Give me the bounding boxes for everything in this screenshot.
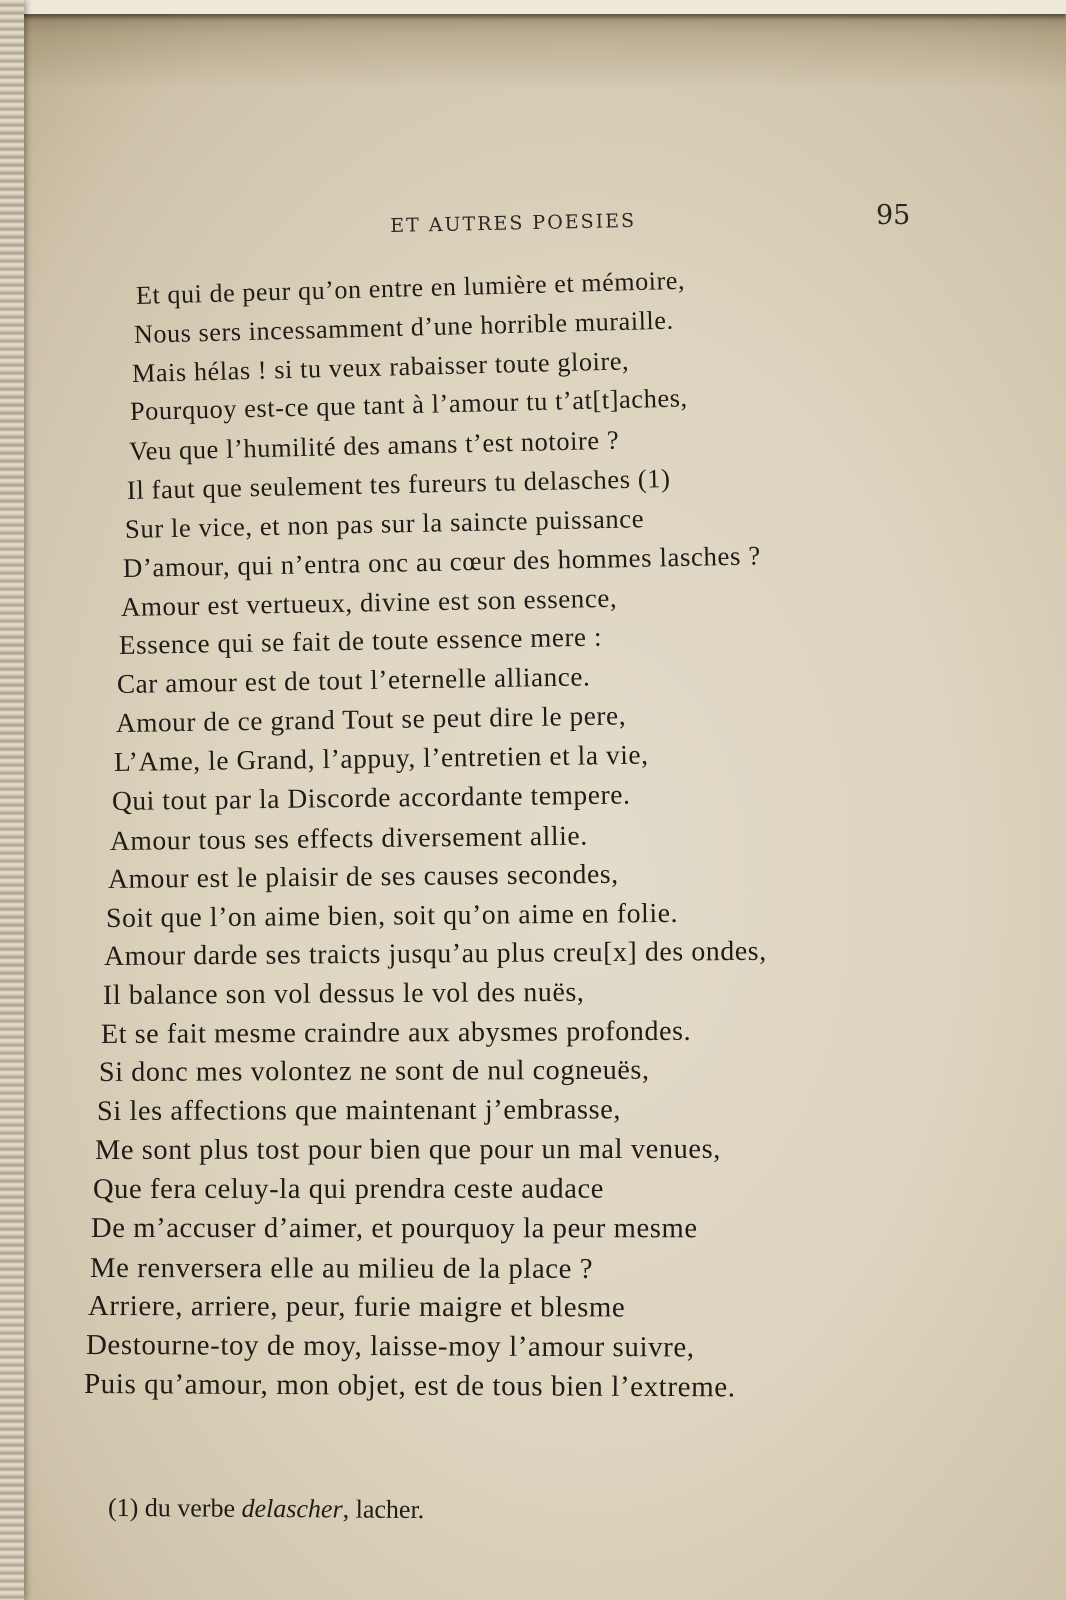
footnote-marker: (1) du verbe — [107, 1492, 236, 1523]
poem-line: Qui tout par la Discorde accordante tempere. — [111, 779, 631, 816]
poem-line: Sur le vice, et non pas sur la saincte puissance — [124, 503, 645, 544]
poem-line: De m’accuser d’aimer, et pourquoy la peur mesme — [91, 1212, 699, 1245]
page-number: 95 — [876, 200, 911, 231]
poem-line: Puis qu’amour, mon objet, est de tous bien l’extreme. — [83, 1368, 736, 1404]
poem-line: Veu que l’humilité des amans t’est notoire ? — [128, 424, 620, 467]
poem-line: Amour est vertueux, divine est son essence, — [120, 582, 618, 622]
footnote — [108, 1493, 424, 1525]
running-title: ET AUTRES POESIES — [390, 209, 637, 237]
poem-line: Et se fait mesme craindre aux abysmes profondes. — [100, 1015, 691, 1050]
poem-line: Mais hélas ! si tu veux rabaisser toute gloire, — [131, 345, 630, 388]
poem-line: Amour tous ses effects diversement allie. — [109, 819, 588, 856]
poem-line: Essence qui se fait de toute essence mere : — [119, 622, 603, 661]
poem-line: Me renversera elle au milieu de la place ? — [89, 1251, 593, 1285]
poem-line: Arriere, arriere, peur, furie maigre et blesme — [87, 1290, 626, 1324]
poem-line: Pourquoy est-ce que tant à l’amour tu t’at[t]aches, — [130, 383, 689, 427]
poem-line: Il faut que seulement tes fureurs tu delasches (1) — [126, 463, 671, 506]
poem-line: Que fera celuy-la qui prendra ceste audace — [93, 1173, 605, 1205]
poem-line: Nous sers incessamment d’une horrible muraille. — [133, 305, 675, 349]
poem-line: Amour est le plaisir de ses causes secondes, — [107, 858, 619, 895]
poem-line: Soit que l’on aime bien, soit qu’on aime en folie. — [106, 897, 679, 934]
poem-line: Il balance son vol dessus le vol des nuës, — [102, 976, 585, 1011]
poem-line: Car amour est de tout l’eternelle alliance. — [117, 661, 591, 700]
poem-line: Si les affections que maintenant j’embrasse, — [96, 1094, 622, 1128]
poem-line: Me sont plus tost pour bien que pour un mal venues, — [95, 1133, 722, 1167]
footnote-term: delascher — [241, 1493, 343, 1524]
poem-line: L’Ame, le Grand, l’appuy, l’entretien et la vie, — [113, 739, 649, 777]
poem-line: Amour darde ses traicts jusqu’au plus creu[x] des ondes, — [104, 935, 768, 972]
poem-line: D’amour, qui n’entra onc au cœur des hommes lasches ? — [122, 540, 762, 583]
poem-line: Amour de ce grand Tout se peut dire le pere, — [115, 700, 626, 739]
footnote-gloss: , lacher. — [342, 1494, 425, 1525]
poem-line: Destourne-toy de moy, laisse-moy l’amour suivre, — [85, 1329, 695, 1364]
poem-line: Si donc mes volontez ne sont de nul cogneuës, — [98, 1055, 650, 1089]
poem-line: Et qui de peur qu’on entre en lumière et mémoire, — [135, 265, 686, 310]
